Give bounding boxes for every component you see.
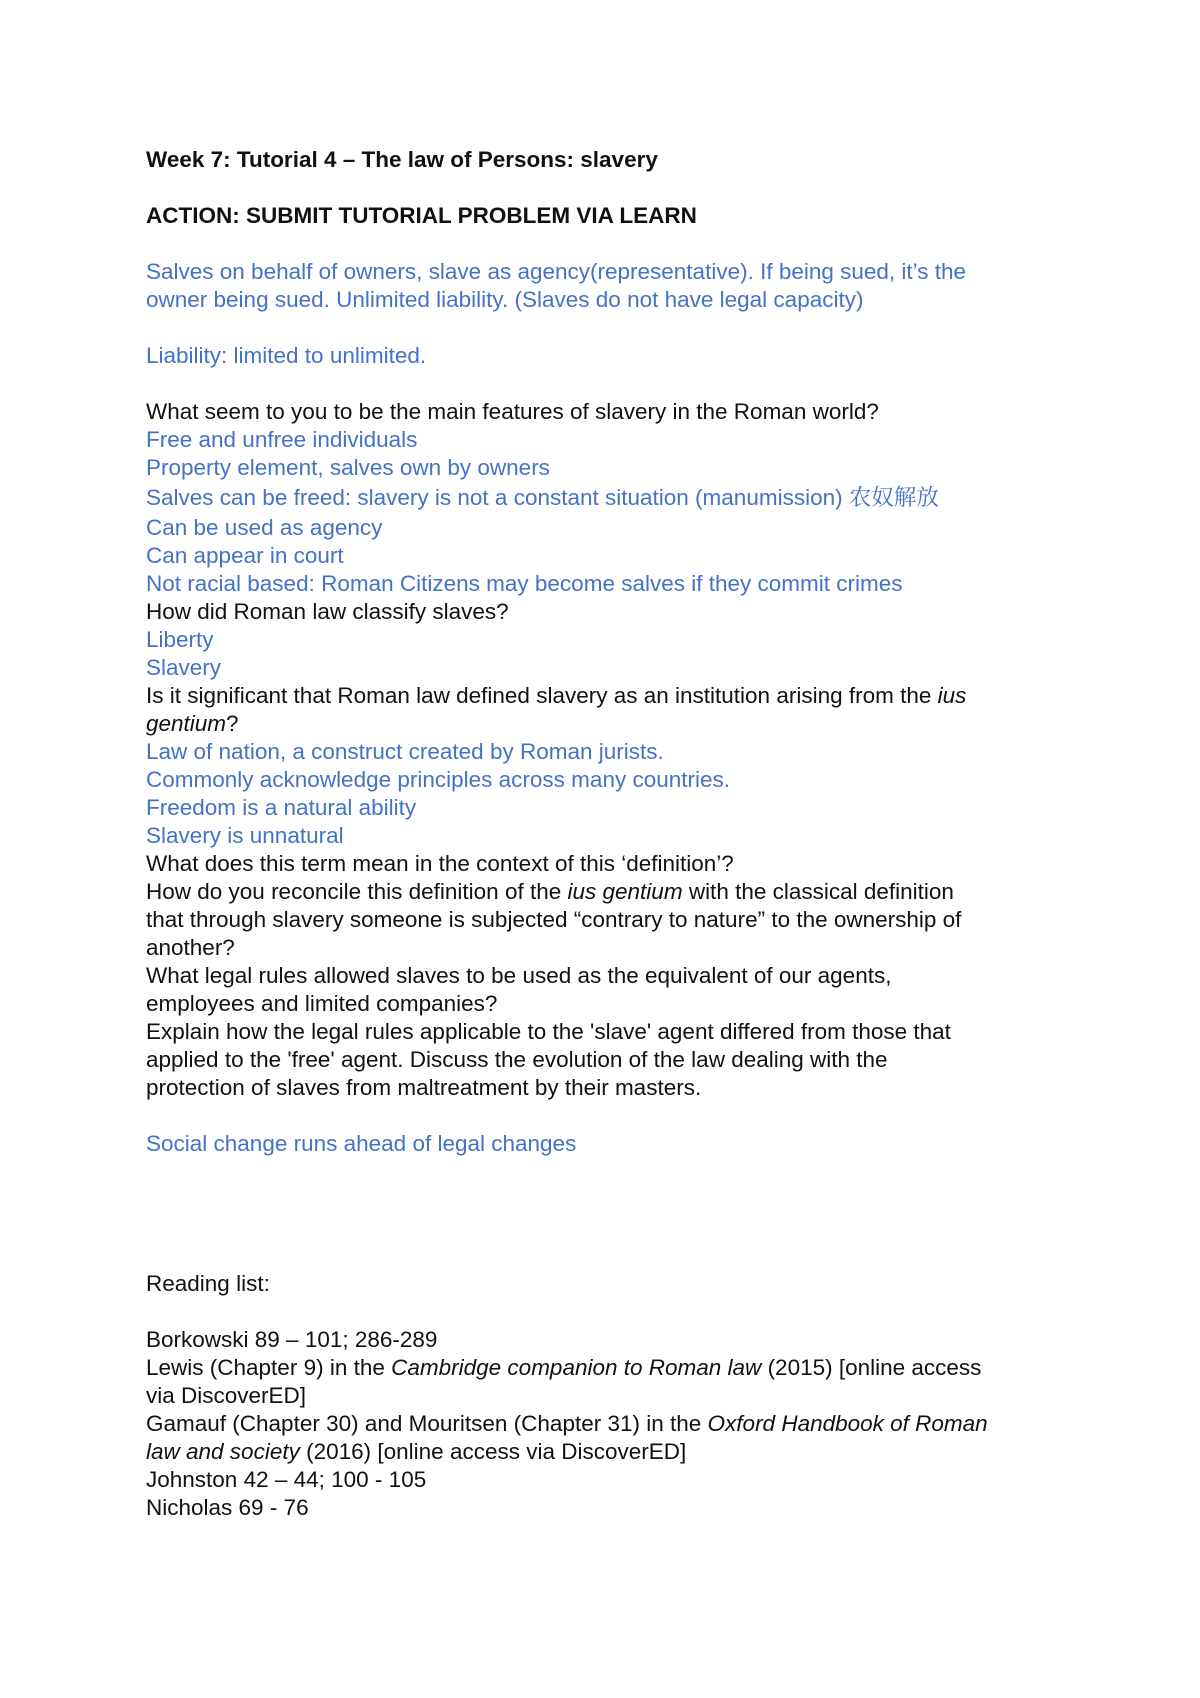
reading-item-lewis-line-1 xyxy=(146,1354,981,1382)
reading-item-gamauf-line-1 xyxy=(146,1410,988,1438)
question-reconcile-line-3: another? xyxy=(146,935,235,960)
answer-item: Slavery xyxy=(146,655,222,680)
reading-text: Lewis (Chapter 9) in the xyxy=(146,1355,392,1380)
question-legal-rules-line-1: What legal rules allowed slaves to be used as the equivalent of our agents, xyxy=(146,963,892,988)
answer-item: Not racial based: Roman Citizens may become salves if they commit crimes xyxy=(146,571,903,596)
book-title: Cambridge companion to Roman law xyxy=(391,1355,762,1380)
answer-item: Slavery is unnatural xyxy=(146,823,344,848)
question-classify-slaves: How did Roman law classify slaves? xyxy=(146,599,509,624)
reading-list-heading: Reading list: xyxy=(146,1271,270,1296)
reading-item-lewis-line-2: via DiscoverED] xyxy=(146,1383,307,1408)
reading-item-gamauf-line-2 xyxy=(146,1438,686,1466)
latin-term: ius gentium xyxy=(567,879,683,904)
answer-item: Can appear in court xyxy=(146,543,344,568)
question-ius-gentium-line-2 xyxy=(146,710,239,738)
question-explain-line-2: applied to the 'free' agent. Discuss the evolution of the law dealing with the xyxy=(146,1047,888,1072)
note-liability: Liability: limited to unlimited. xyxy=(146,343,427,368)
question-text: with the classical definition xyxy=(682,879,954,904)
latin-term: ius xyxy=(937,683,967,708)
action-instruction: ACTION: SUBMIT TUTORIAL PROBLEM VIA LEARN xyxy=(146,203,697,228)
question-term-meaning: What does this term mean in the context of this ‘definition’? xyxy=(146,851,734,876)
answer-item: Freedom is a natural ability xyxy=(146,795,417,820)
book-title: Oxford Handbook of Roman xyxy=(707,1411,988,1436)
question-text: How do you reconcile this definition of the xyxy=(146,879,568,904)
question-main-features: What seem to you to be the main features of slavery in the Roman world? xyxy=(146,399,879,424)
question-reconcile-line-1 xyxy=(146,878,954,906)
answer-item: Property element, salves own by owners xyxy=(146,455,550,480)
reading-text: Gamauf (Chapter 30) and Mouritsen (Chapter 31) in the xyxy=(146,1411,708,1436)
answer-item: Liberty xyxy=(146,627,214,652)
question-explain-line-1: Explain how the legal rules applicable to the 'slave' agent differed from those that xyxy=(146,1019,951,1044)
answer-item: Salves can be freed: slavery is not a constant situation (manumission) 农奴解放 xyxy=(146,485,939,510)
answer-item: Free and unfree individuals xyxy=(146,427,418,452)
book-title: law and society xyxy=(146,1439,300,1464)
question-ius-gentium-line-1 xyxy=(146,682,966,710)
latin-term: gentium xyxy=(146,711,227,736)
answer-item: Commonly acknowledge principles across many countries. xyxy=(146,767,731,792)
document-title: Week 7: Tutorial 4 – The law of Persons: slavery xyxy=(146,147,658,172)
note-social-change: Social change runs ahead of legal changes xyxy=(146,1131,577,1156)
reading-item-nicholas: Nicholas 69 - 76 xyxy=(146,1495,309,1520)
question-text: Is it significant that Roman law defined slavery as an institution arising from the xyxy=(146,683,938,708)
reading-text: (2016) [online access via DiscoverED] xyxy=(299,1439,687,1464)
question-reconcile-line-2: that through slavery someone is subjected “contrary to nature” to the ownership of xyxy=(146,907,962,932)
question-legal-rules-line-2: employees and limited companies? xyxy=(146,991,498,1016)
reading-item-johnston: Johnston 42 – 44; 100 - 105 xyxy=(146,1467,427,1492)
reading-text: (2015) [online access xyxy=(761,1355,982,1380)
question-explain-line-3: protection of slaves from maltreatment by their masters. xyxy=(146,1075,702,1100)
question-text: ? xyxy=(226,711,239,736)
note-agency-line-2: owner being sued. Unlimited liability. (Slaves do not have legal capacity) xyxy=(146,287,864,312)
answer-item: Can be used as agency xyxy=(146,515,383,540)
note-agency-line-1: Salves on behalf of owners, slave as agency(representative). If being sued, it’s the xyxy=(146,259,967,284)
answer-item: Law of nation, a construct created by Roman jurists. xyxy=(146,739,664,764)
reading-item-borkowski: Borkowski 89 – 101; 286-289 xyxy=(146,1327,438,1352)
